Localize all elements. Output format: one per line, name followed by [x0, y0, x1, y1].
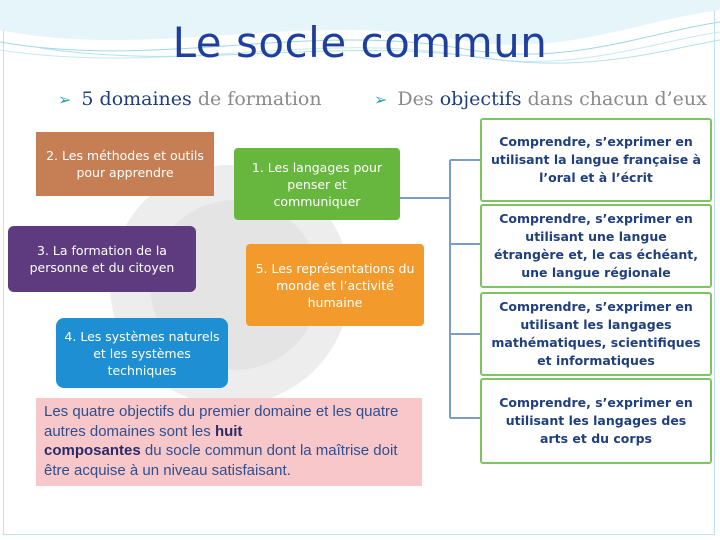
objective-box: Comprendre, s’exprimer en utilisant la langue française à l’oral et à l’écrit [480, 118, 712, 202]
left-heading: ➢ 5 domaines de formation [58, 88, 322, 110]
objective-box: Comprendre, s’exprimer en utilisant les langages mathématiques, scientifiques et informatiques [480, 292, 712, 376]
objective-box: Comprendre, s’exprimer en utilisant les langages des arts et du corps [480, 378, 712, 464]
domain-4-box: 4. Les systèmes naturels et les systèmes techniques [56, 318, 228, 388]
objective-box: Comprendre, s’exprimer en utilisant une langue étrangère et, le cas échéant, une langue régionale [480, 204, 712, 288]
domain-3-box: 3. La formation de la personne et du citoyen [8, 226, 196, 292]
domain-2-box: 2. Les méthodes et outils pour apprendre [36, 132, 214, 196]
domain-5-box: 5. Les représentations du monde et l’activité humaine [246, 244, 424, 326]
arrow-bullet-icon: ➢ [374, 90, 388, 109]
arrow-bullet-icon: ➢ [58, 90, 72, 109]
page-title: Le socle commun [172, 18, 548, 67]
domain-1-box: 1. Les langages pour penser et communiquer [234, 148, 400, 220]
right-heading: ➢ Des objectifs dans chacun d’eux [374, 88, 707, 110]
summary-text: Les quatre objectifs du premier domaine et les quatre autres domaines sont les huit composantes du socle commun dont la maîtrise doit être acquise à un niveau satisfaisant. [36, 398, 422, 486]
